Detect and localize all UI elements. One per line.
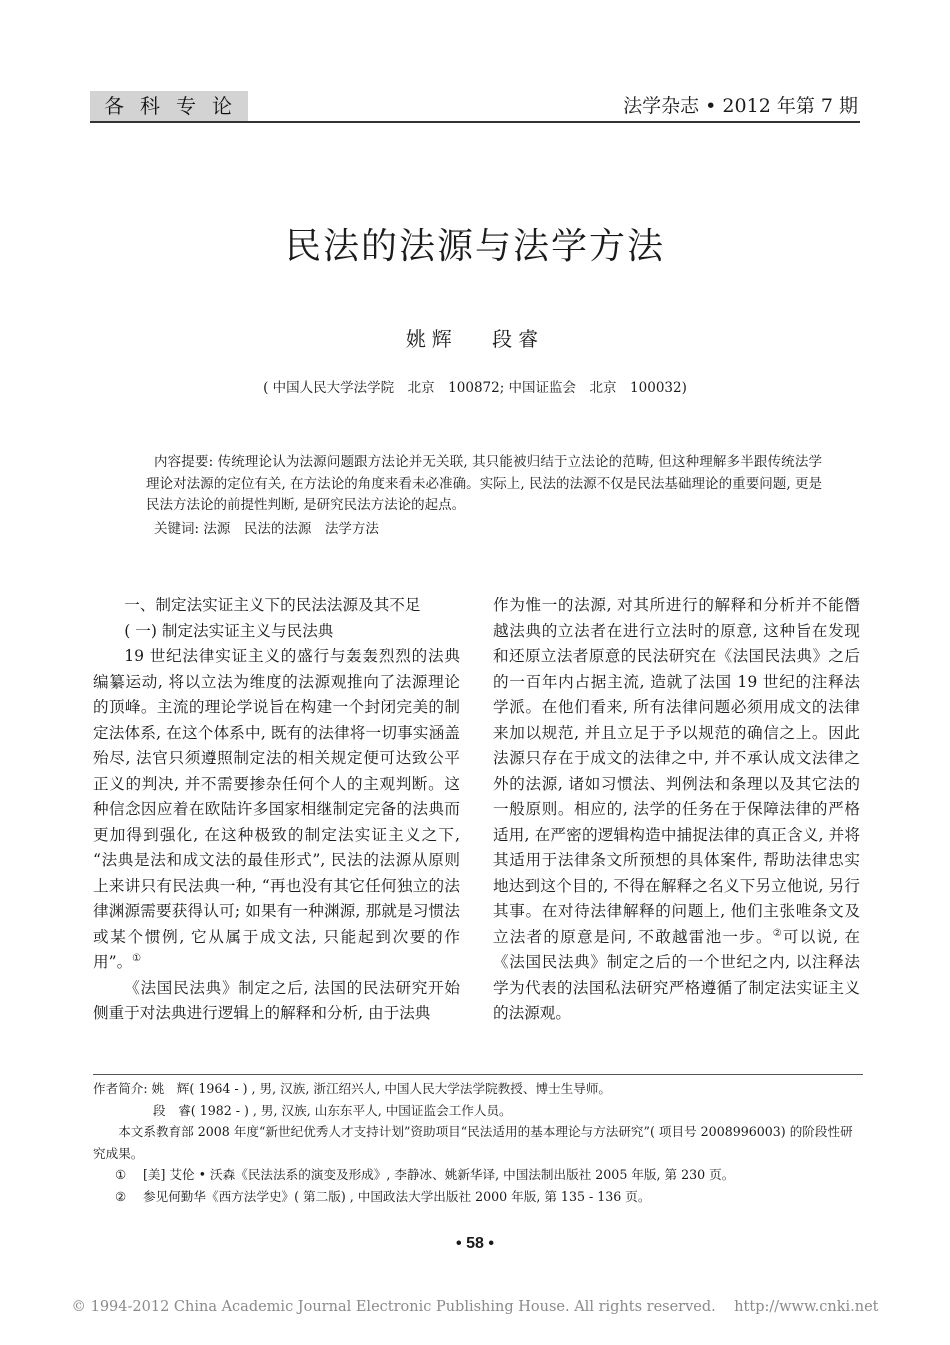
article-authors: 姚辉 段睿	[405, 327, 545, 351]
footnote-ref[interactable]: ①	[132, 952, 142, 964]
footnote-1	[93, 1164, 863, 1186]
page-number: • 58 •	[456, 1235, 494, 1252]
body-column-left	[93, 593, 460, 1027]
author-bio: 段 睿( 1982 - ) , 男, 汉族, 山东东平人, 中国证监会工作人员。	[153, 1102, 512, 1118]
body-column-right	[493, 593, 860, 1027]
header-rule	[90, 121, 860, 123]
section-tab: 各科专论	[90, 91, 248, 121]
footnote-marker: ①	[115, 1167, 127, 1182]
footnote-text: [美] 艾伦 • 沃森《民法法系的演变及形成》, 李静冰、姚新华译, 中国法制出版社 2005 年版, 第 230 页。	[143, 1167, 735, 1182]
paragraph-text: 19 世纪法律实证主义的盛行与轰轰烈烈的法典编纂运动, 将以立法为维度的法源观推向了法源理论的顶峰。主流的理论学说旨在构建一个封闭完美的制定法体系, 在这个体系中, 既有的法律将一切事实涵盖殆尽, 法官只须遵照制定法的相关规定便可达致公平正义的判决, 并不需要掺杂任何个人的主观判断。这种信念因应着在欧陆许多国家相继制定完备的法典而更加得到强化, 在这种极致的制定法实证主义之下, “法典是法和成文法的最佳形式”, 民法的法源从原则上来讲只有民法典一种, “再也没有其它任何独立的法律渊源需要获得认可; 如果有一种渊源, 那就是习惯法或某个惯例, 它从属于成文法, 只能起到次要的作用”。	[93, 647, 460, 971]
footnote-2	[93, 1186, 863, 1208]
author-affiliation: ( 中国人民大学法学院 北京 100872; 中国证监会 北京 100032)	[263, 380, 687, 396]
author-bio: 作者简介: 姚 辉( 1964 - ) , 男, 汉族, 浙江绍兴人, 中国人民大学法学院教授、博士生导师。	[93, 1081, 612, 1096]
paragraph	[493, 593, 860, 1027]
footnotes	[93, 1078, 863, 1207]
copyright-notice: © 1994-2012 China Academic Journal Electronic Publishing House. All rights reserved. http://www.cnki.net	[71, 1299, 879, 1315]
paragraph: 《法国民法典》制定之后, 法国的民法研究开始侧重于对法典进行逻辑上的解释和分析, 由于法典	[93, 978, 460, 1022]
journal-issue: 法学杂志 • 2012 年第 7 期	[623, 95, 858, 117]
section-heading: 一、制定法实证主义下的民法法源及其不足	[124, 596, 421, 614]
paragraph	[93, 644, 460, 976]
keywords: 关键词: 法源 民法的法源 法学方法	[154, 521, 379, 537]
article-title: 民法的法源与法学方法	[284, 226, 665, 267]
footnote-text: 参见何勤华《西方法学史》( 第二版) , 中国政法大学出版社 2000 年版, 第 135 - 136 页。	[143, 1188, 651, 1204]
footnote-rule	[93, 1074, 863, 1075]
paragraph-text: 可以说, 在《法国民法典》制定之后的一个世纪之内, 以注释法学为代表的法国私法研究严格遵循了制定法实证主义的法源观。	[493, 927, 860, 1022]
paragraph-text: 作为惟一的法源, 对其所进行的解释和分析并不能僭越法典的立法者在进行立法时的原意, 这种旨在发现和还原立法者原意的民法研究在《法国民法典》之后的一百年内占据主流, 造就了法国 19 世纪的注释法学派。在他们看来, 所有法律问题必须用成文的法律来加以规范, 并且立足于予以规范的确信之上。因此法源只存在于成文的法律之中, 并不承认成文法律之外的法源, 诸如习惯法、判例法和条理以及其它法的一般原则。相应的, 法学的任务在于保障法律的严格适用, 在严密的逻辑构造中捕捉法律的真正含义, 并将其适用于法律条文所预想的具体案件, 帮助法律忠实地达到这个目的, 不得在解释之名义下另立他说, 另行其事。在对待法律解释的问题上, 他们主张唯条文及立法者的原意是问, 不敢越雷池一步。	[493, 596, 860, 946]
abstract: 内容提要: 传统理论认为法源问题跟方法论并无关联, 其只能被归结于立法论的范畴, 但这种理解多半跟传统法学理论对法源的定位有关, 在方法论的角度来看未必准确。实际上, 民法的法源不仅是民法基础理论的重要问题, 更是民法方法论的前提性判断, 是研究民法方法论的起点。	[146, 454, 822, 513]
footnote-marker: ②	[115, 1188, 127, 1204]
footnote-ref[interactable]: ②	[772, 927, 783, 939]
subsection-heading: ( 一) 制定法实证主义与民法典	[124, 621, 334, 640]
funding-note: 本文系教育部 2008 年度“新世纪优秀人才支持计划”资助项目“民法适用的基本理论与方法研究”( 项目号 2008996003) 的阶段性研究成果。	[93, 1124, 853, 1161]
